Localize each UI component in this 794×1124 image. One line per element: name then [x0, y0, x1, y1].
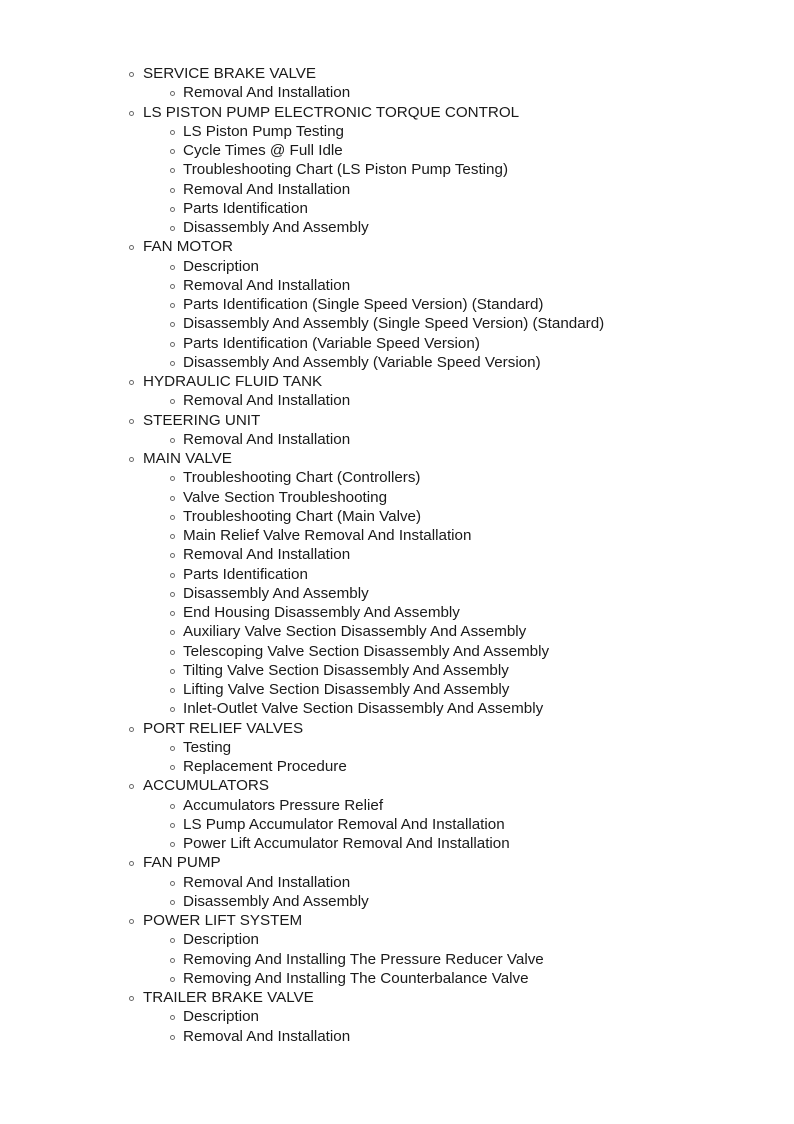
section-title: MAIN VALVE — [143, 450, 232, 467]
subsection-label: Parts Identification (Single Speed Version) (Standard) — [183, 296, 544, 313]
subsection-item[interactable] — [0, 834, 794, 853]
hollow-circle-bullet-icon — [129, 919, 134, 924]
hollow-circle-bullet-icon — [170, 226, 175, 231]
subsection-label: Removal And Installation — [183, 430, 351, 448]
subsection-item[interactable] — [0, 815, 794, 834]
subsection-item[interactable] — [0, 1007, 794, 1026]
subsection-item[interactable] — [0, 334, 794, 353]
subsection-label: Removing And Installing The Counterbalance Valve — [183, 969, 529, 987]
subsection-label: LS Pump Accumulator Removal And Installation — [183, 815, 505, 833]
hollow-circle-bullet-icon — [170, 881, 175, 886]
section-title-row[interactable] — [0, 64, 794, 83]
section-item — [0, 988, 794, 1046]
hollow-circle-bullet-icon — [170, 399, 175, 404]
subsection-list — [0, 430, 794, 449]
subsection-label: Accumulators Pressure Relief — [183, 796, 384, 814]
subsection-label: Disassembly And Assembly — [183, 219, 369, 236]
section-item — [0, 911, 794, 988]
subsection-label: Auxiliary Valve Section Disassembly And Assembly — [183, 623, 527, 641]
subsection-label: Valve Section Troubleshooting — [183, 488, 388, 506]
subsection-item[interactable] — [0, 969, 794, 988]
subsection-item[interactable] — [0, 218, 794, 237]
subsection-label: Removal And Installation — [183, 873, 351, 891]
subsection-label: Description — [183, 1008, 259, 1026]
table-of-contents — [0, 64, 794, 1046]
hollow-circle-bullet-icon — [170, 746, 175, 751]
subsection-label: Main Relief Valve Removal And Installation — [183, 527, 472, 544]
hollow-circle-bullet-icon — [129, 380, 134, 385]
hollow-circle-bullet-icon — [170, 91, 175, 96]
hollow-circle-bullet-icon — [170, 669, 175, 674]
subsection-label: Description — [183, 257, 259, 275]
hollow-circle-bullet-icon — [129, 245, 134, 250]
hollow-circle-bullet-icon — [129, 457, 134, 462]
hollow-circle-bullet-icon — [170, 1035, 175, 1040]
subsection-label: Description — [183, 931, 259, 949]
hollow-circle-bullet-icon — [170, 149, 175, 154]
subsection-item[interactable] — [0, 430, 794, 449]
hollow-circle-bullet-icon — [170, 804, 175, 809]
section-title-row[interactable] — [0, 719, 794, 738]
hollow-circle-bullet-icon — [170, 842, 175, 847]
hollow-circle-bullet-icon — [170, 592, 175, 597]
subsection-label: Telescoping Valve Section Disassembly And Assembly — [183, 642, 550, 660]
subsection-item[interactable] — [0, 160, 794, 179]
subsection-label: Troubleshooting Chart (LS Piston Pump Testing) — [183, 161, 509, 179]
hollow-circle-bullet-icon — [129, 727, 134, 732]
hollow-circle-bullet-icon — [170, 553, 175, 558]
section-item — [0, 237, 794, 372]
subsection-item[interactable] — [0, 257, 794, 276]
hollow-circle-bullet-icon — [170, 303, 175, 308]
subsection-list — [0, 83, 794, 102]
section-title: HYDRAULIC FLUID TANK — [143, 373, 323, 390]
subsection-item[interactable] — [0, 468, 794, 487]
subsection-item[interactable] — [0, 488, 794, 507]
hollow-circle-bullet-icon — [129, 111, 134, 116]
section-title-row[interactable] — [0, 988, 794, 1007]
hollow-circle-bullet-icon — [170, 438, 175, 443]
hollow-circle-bullet-icon — [170, 322, 175, 327]
subsection-item[interactable] — [0, 295, 794, 314]
section-item — [0, 103, 794, 238]
hollow-circle-bullet-icon — [129, 419, 134, 424]
subsection-item[interactable] — [0, 892, 794, 911]
subsection-label: Replacement Procedure — [183, 758, 347, 775]
subsection-item[interactable] — [0, 930, 794, 949]
hollow-circle-bullet-icon — [170, 476, 175, 481]
subsection-label: Parts Identification (Variable Speed Version) — [183, 334, 480, 352]
subsection-list — [0, 391, 794, 410]
subsection-item[interactable] — [0, 757, 794, 776]
hollow-circle-bullet-icon — [170, 958, 175, 963]
subsection-list — [0, 122, 794, 238]
section-title: TRAILER BRAKE VALVE — [143, 989, 314, 1006]
subsection-item[interactable] — [0, 1027, 794, 1046]
section-title-row[interactable] — [0, 411, 794, 430]
hollow-circle-bullet-icon — [170, 823, 175, 828]
subsection-label: Disassembly And Assembly — [183, 892, 369, 910]
subsection-item[interactable] — [0, 738, 794, 757]
hollow-circle-bullet-icon — [170, 534, 175, 539]
section-item — [0, 853, 794, 911]
subsection-label: Troubleshooting Chart (Controllers) — [183, 469, 421, 487]
subsection-label: Removal And Installation — [183, 276, 351, 294]
subsection-label: Troubleshooting Chart (Main Valve) — [183, 507, 422, 525]
subsection-item[interactable] — [0, 391, 794, 410]
subsection-label: LS Piston Pump Testing — [183, 122, 344, 140]
subsection-item[interactable] — [0, 565, 794, 584]
subsection-item[interactable] — [0, 526, 794, 545]
hollow-circle-bullet-icon — [170, 342, 175, 347]
hollow-circle-bullet-icon — [170, 188, 175, 193]
hollow-circle-bullet-icon — [170, 361, 175, 366]
section-title-row[interactable] — [0, 372, 794, 391]
subsection-item[interactable] — [0, 622, 794, 641]
subsection-item[interactable] — [0, 603, 794, 622]
subsection-label: Power Lift Accumulator Removal And Installation — [183, 835, 510, 852]
section-title-row[interactable] — [0, 449, 794, 468]
subsection-item[interactable] — [0, 545, 794, 564]
hollow-circle-bullet-icon — [170, 977, 175, 982]
subsection-list — [0, 930, 794, 988]
subsection-label: Testing — [183, 738, 232, 756]
subsection-item[interactable] — [0, 796, 794, 815]
hollow-circle-bullet-icon — [170, 611, 175, 616]
subsection-label: Removal And Installation — [183, 180, 351, 198]
subsection-label: Cycle Times @ Full Idle — [183, 142, 343, 159]
hollow-circle-bullet-icon — [170, 688, 175, 693]
hollow-circle-bullet-icon — [170, 1015, 175, 1020]
section-title: POWER LIFT SYSTEM — [143, 912, 303, 929]
subsection-item[interactable] — [0, 699, 794, 718]
section-item — [0, 449, 794, 719]
hollow-circle-bullet-icon — [170, 515, 175, 520]
section-item — [0, 372, 794, 411]
section-item — [0, 64, 794, 103]
subsection-label: Removal And Installation — [183, 546, 351, 564]
section-title-row[interactable] — [0, 103, 794, 122]
hollow-circle-bullet-icon — [129, 784, 134, 789]
hollow-circle-bullet-icon — [170, 650, 175, 655]
subsection-label: Parts Identification — [183, 199, 308, 217]
subsection-item[interactable] — [0, 141, 794, 160]
hollow-circle-bullet-icon — [170, 130, 175, 135]
subsection-item[interactable] — [0, 950, 794, 969]
subsection-list — [0, 1007, 794, 1046]
hollow-circle-bullet-icon — [170, 765, 175, 770]
subsection-item[interactable] — [0, 199, 794, 218]
subsection-label: Removal And Installation — [183, 1027, 351, 1045]
subsection-label: Removal And Installation — [183, 392, 351, 410]
subsection-item[interactable] — [0, 180, 794, 199]
section-title: STEERING UNIT — [143, 411, 261, 429]
subsection-label: Parts Identification — [183, 565, 308, 583]
subsection-item[interactable] — [0, 661, 794, 680]
subsection-label: Disassembly And Assembly (Variable Speed Version) — [183, 353, 541, 371]
hollow-circle-bullet-icon — [170, 900, 175, 905]
section-item — [0, 776, 794, 853]
subsection-item[interactable] — [0, 584, 794, 603]
hollow-circle-bullet-icon — [170, 207, 175, 212]
hollow-circle-bullet-icon — [129, 861, 134, 866]
hollow-circle-bullet-icon — [170, 168, 175, 173]
subsection-label: Removal And Installation — [183, 84, 351, 102]
hollow-circle-bullet-icon — [170, 265, 175, 270]
subsection-list — [0, 873, 794, 912]
section-title-row[interactable] — [0, 911, 794, 930]
subsection-label: Removing And Installing The Pressure Reducer Valve — [183, 950, 544, 968]
subsection-list — [0, 738, 794, 777]
section-title: LS PISTON PUMP ELECTRONIC TORQUE CONTROL — [143, 103, 520, 121]
section-item — [0, 411, 794, 450]
hollow-circle-bullet-icon — [170, 284, 175, 289]
subsection-label: End Housing Disassembly And Assembly — [183, 604, 460, 621]
hollow-circle-bullet-icon — [170, 938, 175, 943]
subsection-list — [0, 796, 794, 854]
subsection-item[interactable] — [0, 507, 794, 526]
subsection-label: Lifting Valve Section Disassembly And Assembly — [183, 681, 510, 698]
hollow-circle-bullet-icon — [170, 573, 175, 578]
subsection-item[interactable] — [0, 83, 794, 102]
subsection-item[interactable] — [0, 873, 794, 892]
subsection-item[interactable] — [0, 314, 794, 333]
section-title-row[interactable] — [0, 237, 794, 256]
section-title: ACCUMULATORS — [143, 777, 270, 795]
hollow-circle-bullet-icon — [170, 496, 175, 501]
subsection-list — [0, 257, 794, 373]
section-title: FAN MOTOR — [143, 238, 234, 256]
section-title: SERVICE BRAKE VALVE — [143, 65, 317, 82]
subsection-label: Disassembly And Assembly (Single Speed Version) (Standard) — [183, 315, 605, 333]
subsection-label: Inlet-Outlet Valve Section Disassembly And Assembly — [183, 700, 544, 718]
subsection-label: Tilting Valve Section Disassembly And Assembly — [183, 661, 509, 679]
hollow-circle-bullet-icon — [129, 72, 134, 77]
subsection-item[interactable] — [0, 122, 794, 141]
section-title: PORT RELIEF VALVES — [143, 719, 304, 737]
section-item — [0, 719, 794, 777]
subsection-label: Disassembly And Assembly — [183, 584, 369, 602]
subsection-list — [0, 468, 794, 718]
section-title: FAN PUMP — [143, 854, 221, 872]
section-title-row[interactable] — [0, 853, 794, 872]
subsection-item[interactable] — [0, 276, 794, 295]
section-title-row[interactable] — [0, 776, 794, 795]
hollow-circle-bullet-icon — [170, 707, 175, 712]
hollow-circle-bullet-icon — [170, 630, 175, 635]
subsection-item[interactable] — [0, 680, 794, 699]
subsection-item[interactable] — [0, 642, 794, 661]
hollow-circle-bullet-icon — [129, 996, 134, 1001]
subsection-item[interactable] — [0, 353, 794, 372]
